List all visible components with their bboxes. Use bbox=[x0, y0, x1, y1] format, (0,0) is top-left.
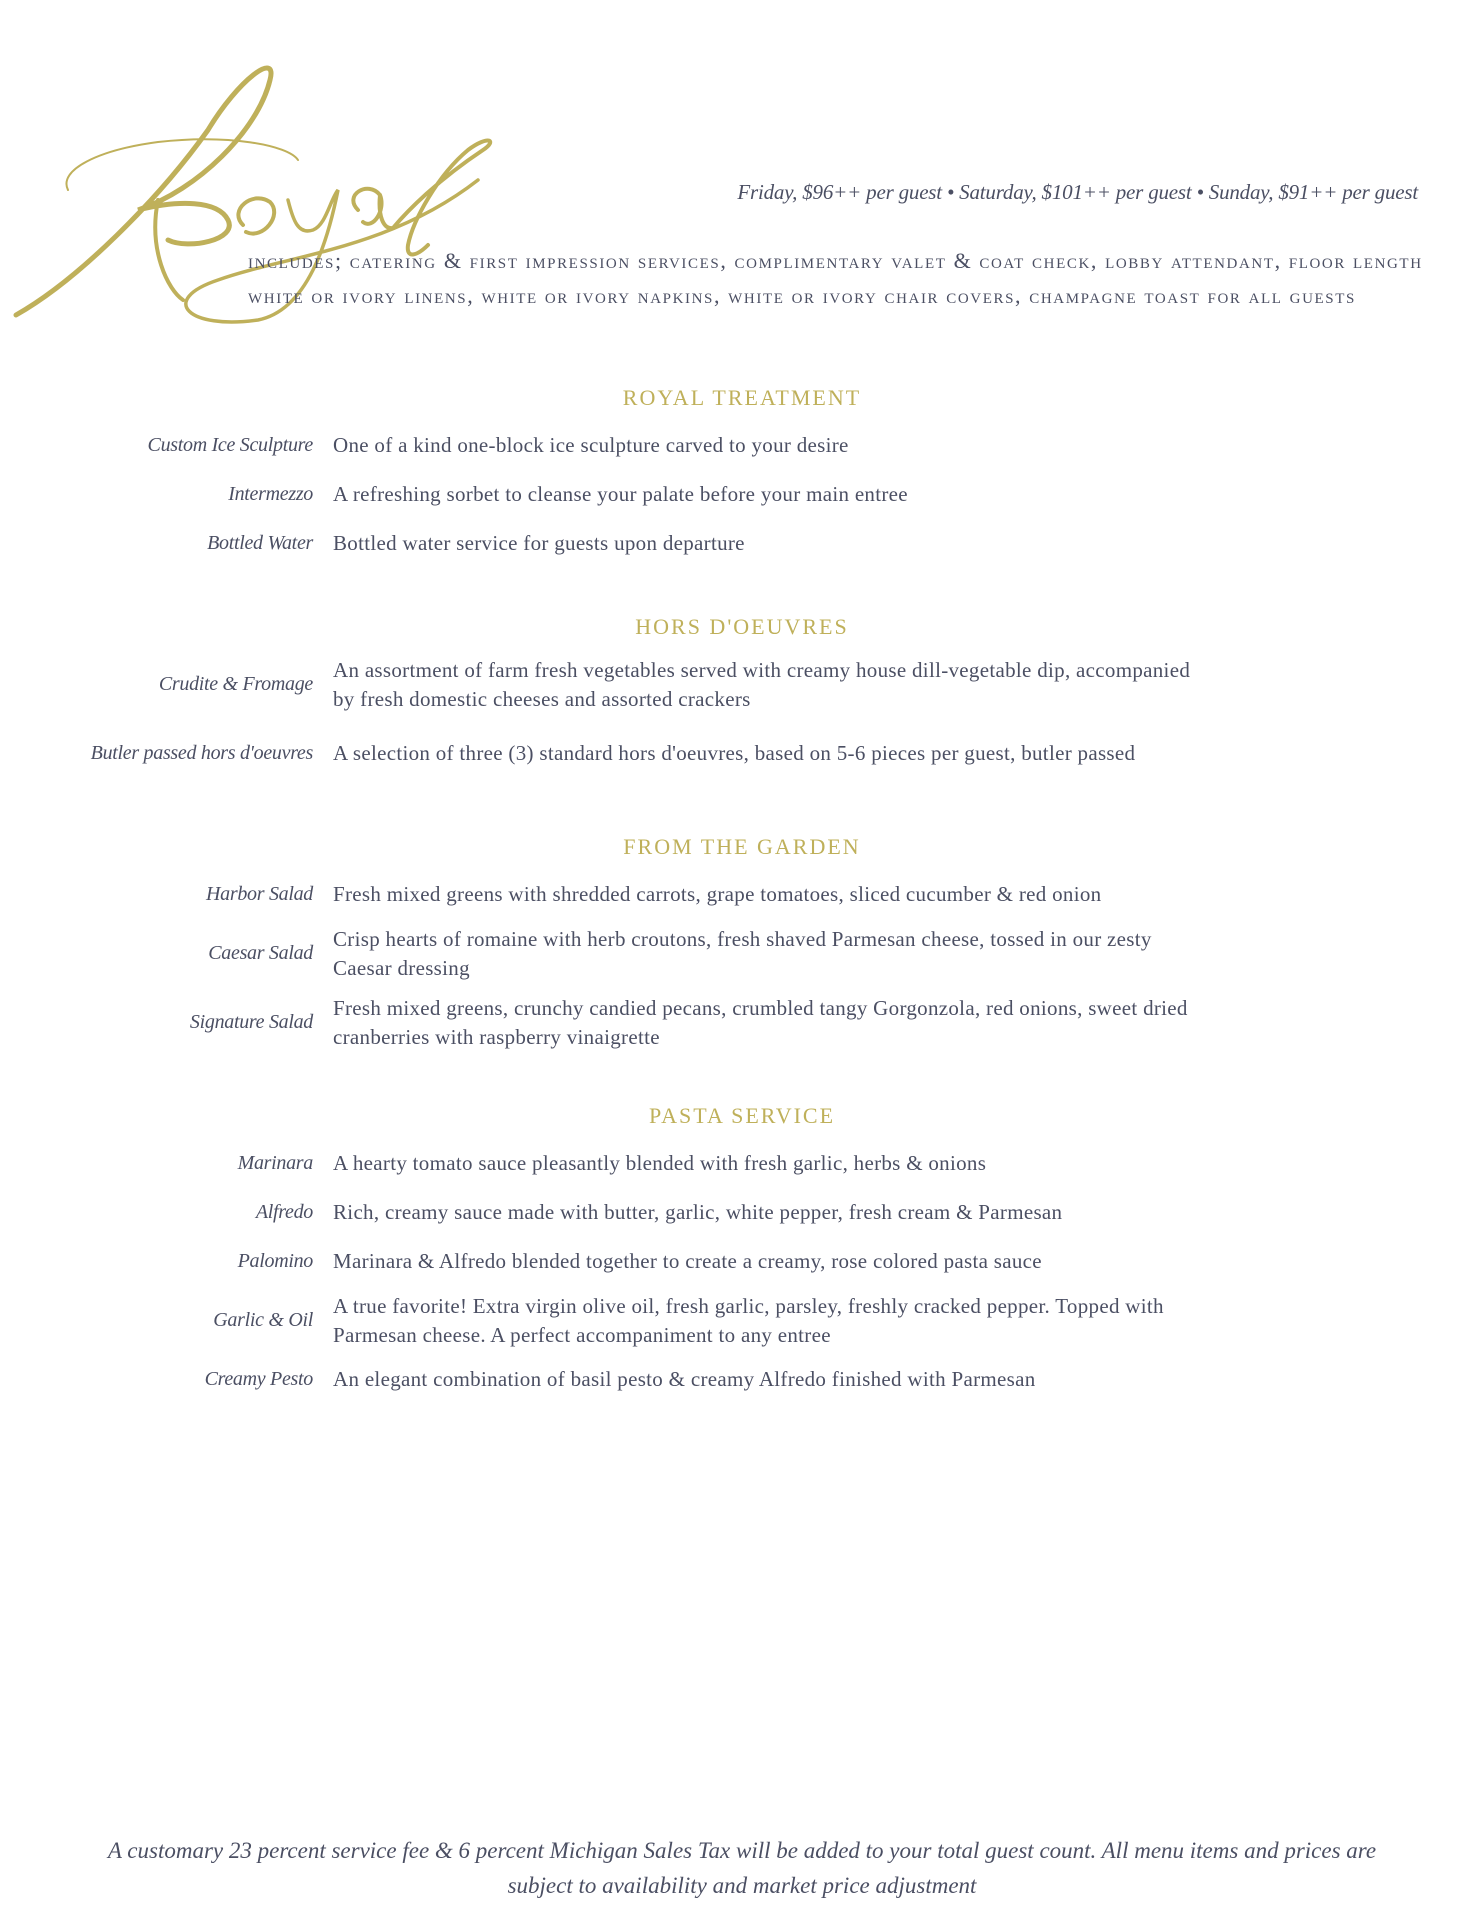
menu-item bbox=[0, 988, 1484, 1057]
item-description: Bottled water service for guests upon departure bbox=[333, 531, 745, 555]
menu-body bbox=[0, 385, 1484, 1450]
section-royal-treatment bbox=[0, 385, 1484, 568]
item-name: Marinara bbox=[237, 1152, 313, 1174]
menu-item bbox=[0, 1286, 1484, 1355]
item-description: A refreshing sorbet to cleanse your palate before your main entree bbox=[333, 482, 908, 506]
item-name: Crudite & Fromage bbox=[158, 673, 313, 695]
item-name: Intermezzo bbox=[228, 483, 313, 505]
item-description: One of a kind one-block ice sculpture carved to your desire bbox=[333, 433, 849, 457]
item-description: Crisp hearts of romaine with herb croutons, fresh shaved Parmesan cheese, tossed in our zesty Caesar dressing bbox=[333, 926, 1152, 980]
item-description: A selection of three (3) standard hors d'oeuvres, based on 5-6 pieces per guest, butler passed bbox=[333, 741, 1136, 765]
item-description: An assortment of farm fresh vegetables served with creamy house dill-vegetable dip, accompanied by fresh domestic cheeses and assorted crackers bbox=[333, 657, 1191, 711]
menu-item bbox=[0, 1188, 1484, 1237]
menu-item bbox=[0, 1237, 1484, 1286]
item-description: Fresh mixed greens, crunchy candied pecans, crumbled tangy Gorgonzola, red onions, sweet dried cranberries with raspberry vinaigrette bbox=[333, 995, 1188, 1049]
item-description: A hearty tomato sauce pleasantly blended with fresh garlic, herbs & onions bbox=[333, 1151, 987, 1175]
item-description: A true favorite! Extra virgin olive oil, fresh garlic, parsley, freshly cracked pepper. Topped with Parmesan cheese. A perfect accompaniment to any entree bbox=[333, 1293, 1164, 1347]
menu-item bbox=[0, 1139, 1484, 1188]
price-per-guest: Friday, $96++ per guest • Saturday, $101++ per guest • Sunday, $91++ per guest bbox=[737, 180, 1418, 204]
menu-item bbox=[0, 870, 1484, 919]
menu-item bbox=[0, 421, 1484, 470]
item-name: Custom Ice Sculpture bbox=[147, 434, 313, 456]
item-description: Marinara & Alfredo blended together to create a creamy, rose colored pasta sauce bbox=[333, 1249, 1042, 1273]
item-name: Harbor Salad bbox=[206, 883, 313, 905]
item-name: Bottled Water bbox=[207, 532, 313, 554]
footer-disclaimer: A customary 23 percent service fee & 6 percent Michigan Sales Tax will be added to your total guest count. All menu items and prices are subject to availability and market price adjustment bbox=[107, 1838, 1377, 1898]
section-hors-doeuvres bbox=[0, 614, 1484, 788]
section-from-the-garden bbox=[0, 834, 1484, 1057]
section-title: PASTA SERVICE bbox=[648, 1103, 836, 1128]
menu-item bbox=[0, 519, 1484, 568]
section-title: FROM THE GARDEN bbox=[623, 834, 861, 859]
item-description: Fresh mixed greens with shredded carrots, grape tomatoes, sliced cucumber & red onion bbox=[333, 882, 1102, 906]
item-name: Butler passed hors d'oeuvres bbox=[90, 742, 313, 764]
item-name: Alfredo bbox=[255, 1201, 313, 1223]
section-title: ROYAL TREATMENT bbox=[622, 385, 862, 410]
item-name: Caesar Salad bbox=[208, 942, 313, 964]
menu-item bbox=[0, 650, 1484, 719]
menu-item bbox=[0, 719, 1484, 788]
includes-text: includes; catering & first impression services, complimentary valet & coat check, lobby attendant, floor length white or ivory linens, white or ivory napkins, white or ivory chair covers, champagne toast for all guests bbox=[248, 248, 1423, 308]
menu-item bbox=[0, 1355, 1484, 1404]
menu-item bbox=[0, 470, 1484, 519]
item-description: An elegant combination of basil pesto & creamy Alfredo finished with Parmesan bbox=[333, 1367, 1036, 1391]
item-description: Rich, creamy sauce made with butter, garlic, white pepper, fresh cream & Parmesan bbox=[333, 1200, 1063, 1224]
section-pasta-service bbox=[0, 1103, 1484, 1404]
item-name: Signature Salad bbox=[189, 1011, 313, 1033]
item-name: Creamy Pesto bbox=[204, 1368, 313, 1390]
menu-item bbox=[0, 919, 1484, 988]
item-name: Palomino bbox=[237, 1250, 313, 1272]
section-title: HORS D'OEUVRES bbox=[635, 614, 849, 639]
item-name: Garlic & Oil bbox=[213, 1309, 313, 1331]
